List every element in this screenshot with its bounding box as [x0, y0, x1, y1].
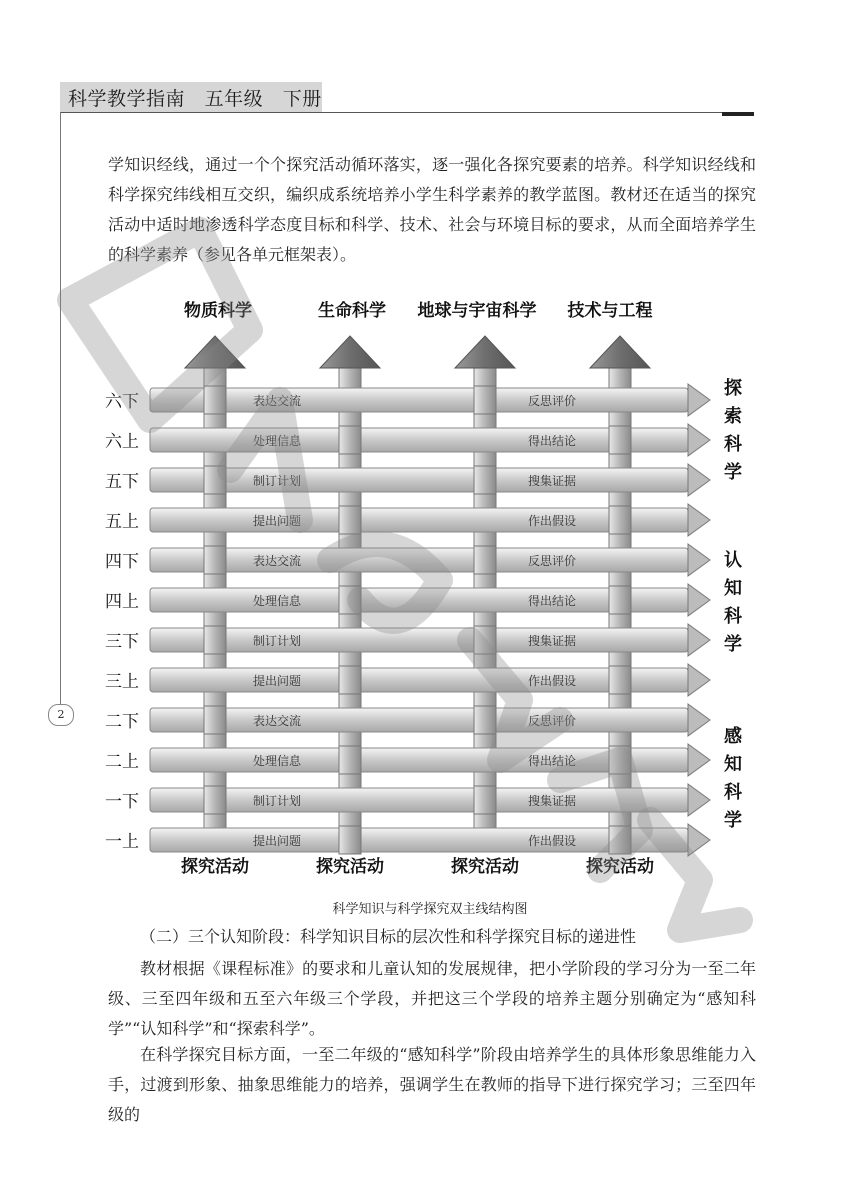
inquiry-arrowhead — [688, 824, 710, 856]
strand-crossing — [339, 426, 361, 454]
strand-crossing — [204, 546, 226, 574]
inquiry-element-right: 得出结论 — [527, 434, 577, 448]
inquiry-arrowhead — [688, 664, 710, 696]
header-title: 科学教学指南 — [68, 88, 186, 110]
diagram-caption: 科学知识与科学探究双主线结构图 — [332, 902, 528, 917]
strand-crossing — [609, 666, 631, 694]
inquiry-strand — [150, 388, 688, 412]
strand-crossing — [474, 626, 496, 654]
knowledge-domain-label: 生命科学 — [318, 301, 386, 321]
inquiry-activity-label: 探究活动 — [451, 857, 519, 877]
header-volume: 下册 — [282, 88, 322, 110]
stage-label-char: 科 — [724, 606, 742, 627]
grade-label: 二下 — [105, 712, 139, 732]
strand-crossing — [474, 706, 496, 734]
inquiry-element-left: 提出问题 — [252, 674, 302, 688]
grade-label: 五上 — [105, 512, 139, 532]
strand-crossing — [474, 546, 496, 574]
strand-crossing — [609, 826, 631, 854]
inquiry-element-left: 提出问题 — [252, 834, 302, 848]
inquiry-arrowhead — [688, 504, 710, 536]
strand-crossing — [204, 626, 226, 654]
inquiry-element-right: 得出结论 — [527, 594, 577, 608]
inquiry-element-right: 反思评价 — [527, 394, 577, 408]
inquiry-element-left: 制订计划 — [252, 474, 302, 488]
stage-label-char: 学 — [724, 810, 742, 831]
grade-label: 六下 — [105, 392, 139, 412]
grade-label: 四下 — [105, 552, 139, 572]
running-header — [68, 84, 322, 111]
header-rule — [60, 112, 754, 113]
strand-crossing — [339, 746, 361, 774]
inquiry-element-right: 搜集证据 — [527, 634, 577, 648]
structure-diagram — [0, 290, 860, 890]
inquiry-strand — [150, 468, 688, 492]
inquiry-strand — [150, 428, 688, 452]
grade-label: 三上 — [105, 672, 139, 692]
inquiry-strand — [150, 828, 688, 852]
inquiry-element-left: 表达交流 — [252, 394, 302, 408]
stage-label-char: 学 — [724, 634, 742, 655]
inquiry-activity-label: 探究活动 — [181, 857, 249, 877]
strand-crossing — [339, 586, 361, 614]
inquiry-element-left: 处理信息 — [252, 594, 302, 608]
grade-label: 五下 — [105, 472, 139, 492]
strand-crossing — [204, 466, 226, 494]
inquiry-element-left: 处理信息 — [252, 434, 302, 448]
inquiry-element-left: 表达交流 — [252, 554, 302, 568]
inquiry-arrowhead — [688, 704, 710, 736]
strand-crossing — [339, 506, 361, 534]
strand-crossing — [204, 386, 226, 414]
stage-label-char: 科 — [724, 434, 742, 455]
intro-paragraph: 学知识经线，通过一个个探究活动循环落实，逐一强化各探究要素的培养。科学知识经线和科学探究纬线相互交织，编织成系统培养小学生科学素养的教学蓝图。教材还在适当的探究活动中适时地渗透科学态度目标和科学、技术、社会与环境目标的要求，从而全面培养学生的科学素养（参见各单元框架表）。 — [108, 155, 756, 264]
stage-label-char: 索 — [724, 406, 742, 427]
section-heading: （二）三个认知阶段：科学知识目标的层次性和科学探究目标的递进性 — [140, 927, 637, 946]
strand-arrowhead — [185, 336, 245, 368]
inquiry-element-right: 反思评价 — [527, 714, 577, 728]
grade-label: 四上 — [105, 592, 139, 612]
strand-crossing — [204, 706, 226, 734]
strand-crossing — [339, 666, 361, 694]
body-paragraph: 教材根据《课程标准》的要求和儿童认知的发展规律，把小学阶段的学习分为一至二年级、三至四年级和五至六年级三个学段，并把这三个学段的培养主题分别确定为“感知科学”“认知科学”和“探索科学”。 — [108, 959, 756, 1038]
grade-label: 一上 — [105, 832, 139, 852]
header-mark — [722, 112, 754, 116]
inquiry-element-right: 反思评价 — [527, 554, 577, 568]
stage-label-char: 知 — [724, 578, 742, 599]
grade-label: 一下 — [105, 792, 139, 812]
inquiry-strand — [150, 508, 688, 532]
inquiry-arrowhead — [688, 544, 710, 576]
strand-arrowhead — [590, 336, 650, 368]
inquiry-strand — [150, 748, 688, 772]
inquiry-arrowhead — [688, 624, 710, 656]
inquiry-strand — [150, 788, 688, 812]
inquiry-element-left: 制订计划 — [252, 794, 302, 808]
strand-crossing — [609, 506, 631, 534]
strand-crossing — [339, 826, 361, 854]
inquiry-strand — [150, 548, 688, 572]
stage-label-char: 学 — [724, 462, 742, 483]
strand-arrowhead — [320, 336, 380, 368]
inquiry-arrowhead — [688, 584, 710, 616]
header-grade: 五年级 — [204, 88, 264, 110]
strand-arrowhead — [455, 336, 515, 368]
stage-label-char: 感 — [724, 726, 742, 747]
strand-crossing — [609, 426, 631, 454]
strand-crossing — [204, 786, 226, 814]
inquiry-strand — [150, 668, 688, 692]
strand-crossing — [609, 586, 631, 614]
inquiry-arrowhead — [688, 464, 710, 496]
knowledge-domain-label: 地球与宇宙科学 — [417, 301, 537, 321]
inquiry-element-right: 得出结论 — [527, 754, 577, 768]
inquiry-arrowhead — [688, 744, 710, 776]
grade-label: 三下 — [105, 632, 139, 652]
stage-label-char: 科 — [724, 782, 742, 803]
stage-label-char: 认 — [724, 550, 742, 571]
grade-label: 二上 — [105, 752, 139, 772]
inquiry-arrowhead — [688, 784, 710, 816]
strand-crossing — [609, 746, 631, 774]
inquiry-element-right: 搜集证据 — [527, 794, 577, 808]
strand-crossing — [474, 466, 496, 494]
inquiry-strand — [150, 588, 688, 612]
strand-crossing — [474, 386, 496, 414]
knowledge-domain-label: 技术与工程 — [567, 301, 653, 321]
strand-crossing — [474, 786, 496, 814]
inquiry-element-left: 制订计划 — [252, 634, 302, 648]
inquiry-strand — [150, 628, 688, 652]
inquiry-activity-label: 探究活动 — [586, 857, 654, 877]
inquiry-strand — [150, 708, 688, 732]
inquiry-element-left: 提出问题 — [252, 514, 302, 528]
inquiry-activity-label: 探究活动 — [316, 857, 384, 877]
inquiry-element-right: 作出假设 — [527, 834, 577, 848]
inquiry-element-left: 处理信息 — [252, 754, 302, 768]
inquiry-element-right: 搜集证据 — [527, 474, 577, 488]
knowledge-domain-label: 物质科学 — [184, 301, 252, 321]
stage-label-char: 探 — [724, 378, 742, 399]
inquiry-arrowhead — [688, 384, 710, 416]
inquiry-element-left: 表达交流 — [252, 714, 302, 728]
inquiry-element-right: 作出假设 — [527, 514, 577, 528]
stage-label-char: 知 — [724, 754, 742, 775]
page-number: 2 — [48, 704, 74, 726]
body-paragraph: 在科学探究目标方面，一至二年级的“感知科学”阶段由培养学生的具体形象思维能力入手，过渡到形象、抽象思维能力的培养，强调学生在教师的指导下进行探究学习；三至四年级的 — [108, 1045, 756, 1124]
inquiry-element-right: 作出假设 — [527, 674, 577, 688]
inquiry-arrowhead — [688, 424, 710, 456]
grade-label: 六上 — [105, 432, 139, 452]
